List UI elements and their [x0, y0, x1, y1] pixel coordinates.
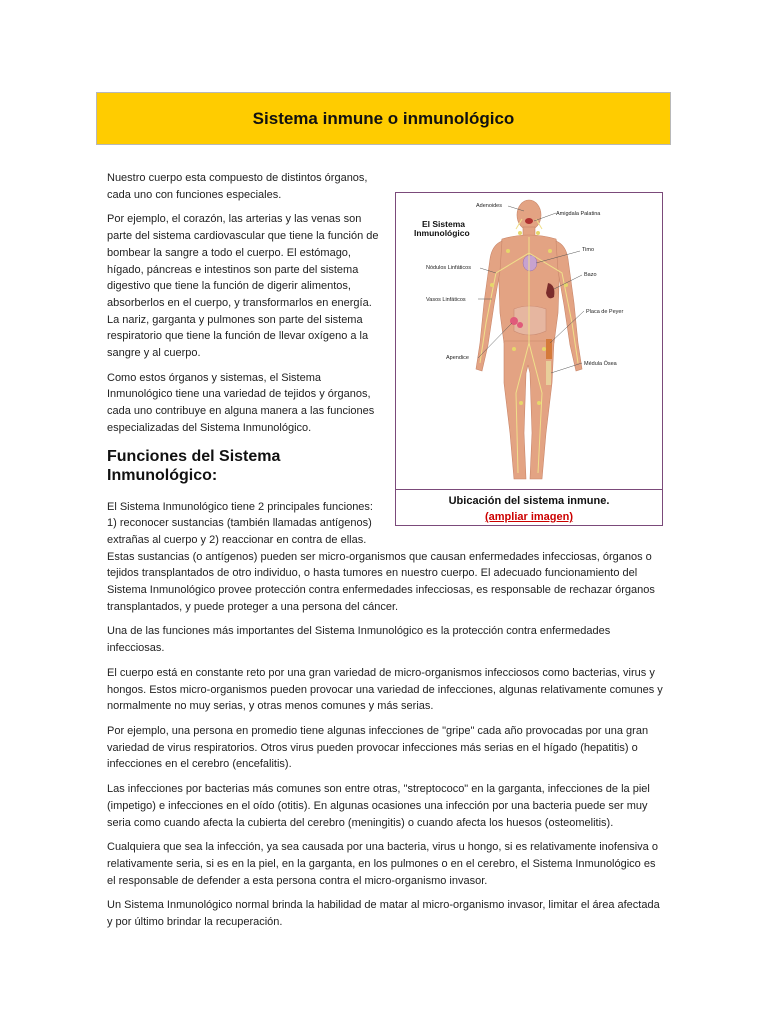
figure-caption	[396, 489, 662, 525]
label-amigdala: Amigdala Palatina	[556, 211, 601, 217]
title-banner	[96, 92, 671, 145]
paragraph: Por ejemplo, el corazón, las arterias y las venas son parte del sistema cardiovascular que tiene la función de bombear la sangre a todo el cuerpo. El estómago, hígado, páncreas e intestinos son parte del sistema digestivo que tiene la función de digerir alimentos, absorberlos en el cuerpo, y transformarlos en energía. La nariz, garganta y pulmones son parte del sistema respiratorio que tiene la función de llevar oxígeno a la sangre y al cuerpo.	[107, 213, 379, 360]
article-body	[107, 170, 663, 939]
body-diagram	[396, 193, 662, 489]
label-apendice: Apendice	[446, 355, 469, 361]
label-medula: Médula Ósea	[584, 361, 617, 367]
paragraph: Cualquiera que sea la infección, ya sea causada por una bacteria, virus u hongo, si es relativamente inofensiva o relativamente seria, si es en la piel, en la garganta, en los pulmones o en el cerebro, el Sistema Inmunológico es el responsable de defender a esta persona contra el micro-organismo invasor.	[107, 841, 658, 887]
label-vasos: Vasos Linfáticos	[426, 297, 466, 303]
paragraph: Nuestro cuerpo esta compuesto de distintos órganos, cada uno con funciones especiales.	[107, 172, 368, 201]
label-timo: Timo	[582, 247, 595, 253]
enlarge-image-link[interactable]: (ampliar imagen)	[484, 511, 574, 523]
caption-text: Ubicación del sistema inmune.	[448, 495, 610, 507]
figure-title-line2: Inmunológico	[414, 228, 470, 238]
paragraph: El cuerpo está en constante reto por una gran variedad de micro-organismos infecciosos como bacterias, virus y hongos. Estos micro-organismos pueden provocar una variedad de infecciones, algunas relativamente comunes y normalmente no muy serias, y otras menos comunes y más serias.	[107, 666, 663, 713]
label-placa: Placa de Peyer	[586, 309, 624, 315]
immune-system-figure	[395, 192, 663, 526]
paragraph: Por ejemplo, una persona en promedio tiene algunas infecciones de "gripe" cada año provocadas por una gran variedad de virus respiratorios. Otros virus pueden provocar infecciones más serias en el hígado (hepatitis) o infecciones en el cerebro (encefalitis).	[107, 724, 649, 771]
page-title: Sistema inmune o inmunológico	[252, 108, 515, 128]
label-adenoides: Adenoides	[476, 203, 502, 209]
paragraph: Un Sistema Inmunológico normal brinda la habilidad de matar al micro-organismo invasor, limitar el área afectada y por último brindar la recuperación.	[107, 899, 660, 929]
paragraph: Como estos órganos y sistemas, el Sistema Inmunológico tiene una variedad de tejidos y órganos, cada uno contribuye en alguna manera a las funciones especializadas del Sistema Inmunológico.	[107, 371, 375, 434]
paragraph: Las infecciones por bacterias más comunes son entre otras, "streptococo" en la garganta, infecciones de la piel (impetigo) e infecciones en el oído (otitis). En algunas ocasiones una infección por una bacteria puede ser muy seria como cuando afecta la cubierta del cerebro (meningitis) o cuando afecta los huesos (osteomelitis).	[107, 783, 650, 829]
figure-title-line1: El Sistema	[422, 219, 465, 229]
label-bazo: Bazo	[584, 272, 597, 278]
paragraph: Una de las funciones más importantes del Sistema Inmunológico es la protección contra enfermedades infecciosas.	[107, 625, 611, 655]
section-heading: Funciones del Sistema Inmunológico:	[107, 447, 281, 484]
label-nodulos: Nódulos Linfáticos	[426, 265, 471, 271]
paragraph: El Sistema Inmunológico tiene 2 principales funciones: 1) reconocer sustancias (también llamadas antígenos) extrañas al cuerpo y 2) reaccionar en contra de ellas. Estas sustancias (o antígenos) pueden ser micro-organismos que causan enfermedades infecciosas, órganos o tejidos transplantados de otro individuo, o hasta tumores en nuestro cuerpo. El adecuado funcionamiento del Sistema Inmunológico provee protección contra enfermedades infecciosas, es responsable de rechazar órganos transplantados, y puede proteger a una persona del cáncer.	[107, 500, 655, 613]
